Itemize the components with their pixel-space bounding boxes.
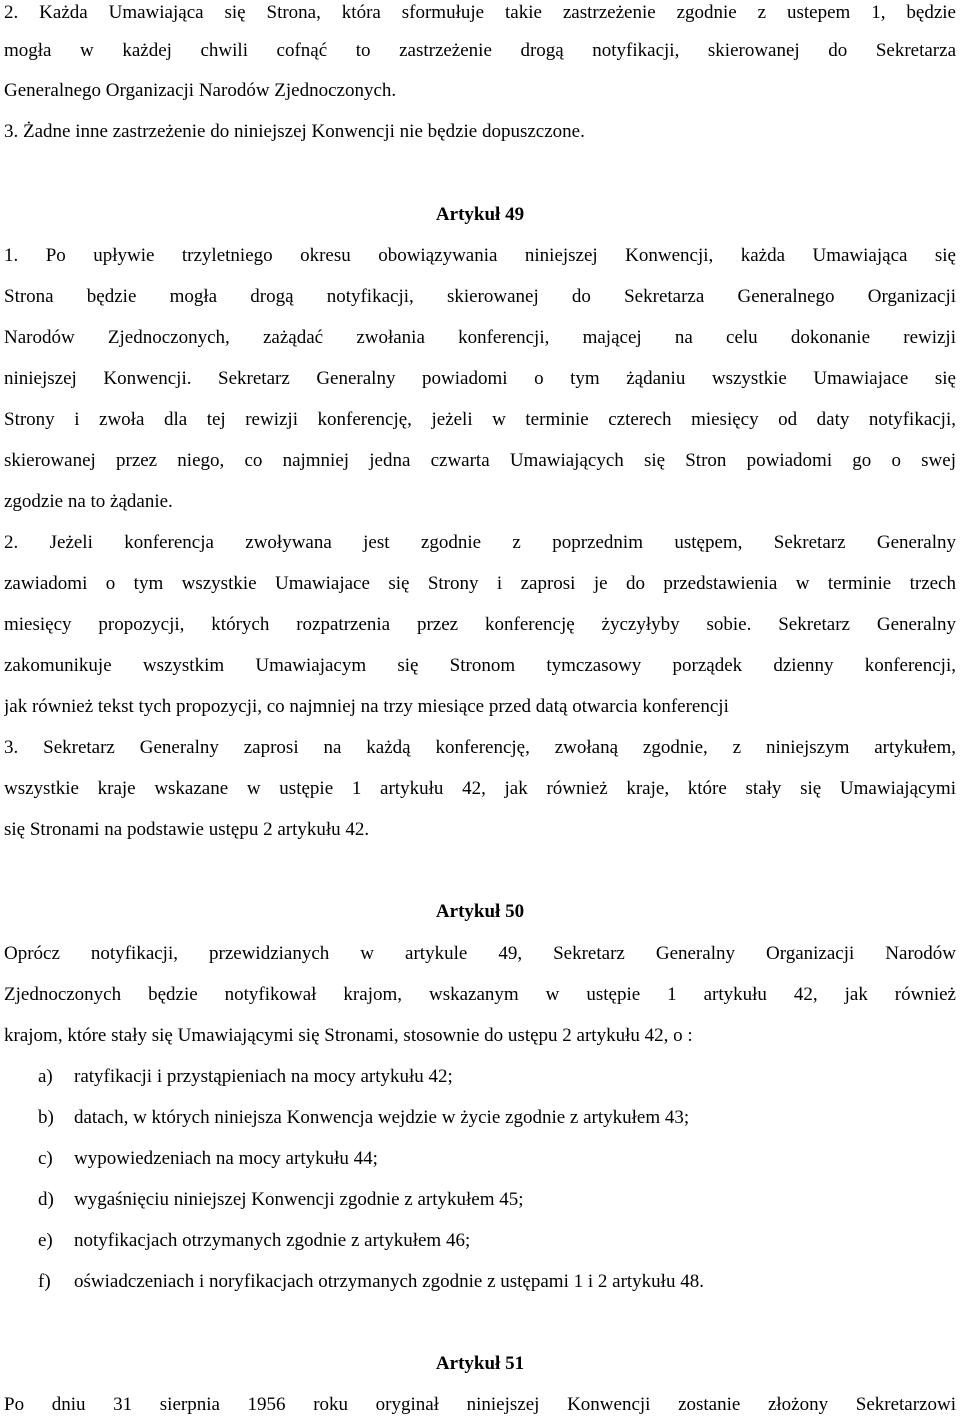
list-item-text: notyfikacjach otrzymanych zgodnie z artykułem 46;: [74, 1230, 471, 1251]
article-50-line: Zjednoczonych będzie notyfikował krajom, wskazanym w ustępie 1 artykułu 42, jak również: [4, 984, 956, 1005]
article-49-heading: Artykuł 49: [435, 204, 525, 225]
paragraph-line: 3. Żadne inne zastrzeżenie do niniejszej Konwencji nie będzie dopuszczone.: [4, 121, 585, 142]
list-item: [38, 1105, 956, 1131]
list-item: [38, 1064, 956, 1090]
list-item: [38, 1187, 956, 1213]
article-49-line: jak również tekst tych propozycji, co najmniej na trzy miesiące przed datą otwarcia konferencji: [4, 696, 729, 717]
article-49-line: miesięcy propozycji, których rozpatrzenia przez konferencję życzyłyby sobie. Sekretarz Generalny: [4, 614, 956, 635]
list-item-label: c): [38, 1148, 53, 1169]
article-49-line: 1. Po upływie trzyletniego okresu obowiązywania niniejszej Konwencji, każda Umawiająca się: [4, 245, 956, 266]
list-item-text: oświadczeniach i noryfikacjach otrzymanych zgodnie z ustępami 1 i 2 artykułu 48.: [74, 1271, 704, 1292]
list-item-text: wypowiedzeniach na mocy artykułu 44;: [74, 1148, 378, 1169]
paragraph-line: Generalnego Organizacji Narodów Zjednoczonych.: [4, 80, 397, 101]
article-49-line: 2. Jeżeli konferencja zwoływana jest zgodnie z poprzednim ustępem, Sekretarz Generalny: [4, 532, 956, 553]
list-item: [38, 1269, 956, 1295]
article-49-line: się Stronami na podstawie ustępu 2 artykułu 42.: [4, 819, 370, 840]
list-item-label: e): [38, 1230, 53, 1251]
article-49-line: wszystkie kraje wskazane w ustępie 1 artykułu 42, jak również kraje, które stały się Umawiającymi: [4, 778, 956, 799]
article-49-line: Narodów Zjednoczonych, zażądać zwołania konferencji, mającej na celu dokonanie rewizji: [4, 327, 956, 348]
article-49-line: Strony i zwoła dla tej rewizji konferencję, jeżeli w terminie czterech miesięcy od daty notyfikacji,: [4, 409, 956, 430]
article-49-line: Strona będzie mogła drogą notyfikacji, skierowanej do Sekretarza Generalnego Organizacji: [4, 286, 956, 307]
article-49-line: 3. Sekretarz Generalny zaprosi na każdą konferencję, zwołaną zgodnie, z niniejszym artykułem,: [4, 737, 956, 758]
article-49-line: zawiadomi o tym wszystkie Umawiajace się Strony i zaprosi je do przedstawienia w terminie trzech: [4, 573, 956, 594]
list-item-label: b): [38, 1107, 54, 1128]
article-49-line: zgodzie na to żądanie.: [4, 491, 173, 512]
paragraph-line: 2. Każda Umawiająca się Strona, która sformułuje takie zastrzeżenie zgodnie z ustepem 1, będzie: [4, 2, 956, 23]
article-51-heading: Artykuł 51: [435, 1353, 525, 1374]
list-item-label: a): [38, 1066, 53, 1087]
article-50-line: krajom, które stały się Umawiającymi się Stronami, stosownie do ustępu 2 artykułu 42, o :: [4, 1025, 693, 1046]
list-item-label: d): [38, 1189, 54, 1210]
list-item-text: wygaśnięciu niniejszej Konwencji zgodnie z artykułem 45;: [74, 1189, 524, 1210]
list-item-text: datach, w których niniejsza Konwencja wejdzie w życie zgodnie z artykułem 43;: [74, 1107, 690, 1128]
list-item: [38, 1228, 956, 1254]
list-item-text: ratyfikacji i przystąpieniach na mocy artykułu 42;: [74, 1066, 453, 1087]
article-49-line: zakomunikuje wszystkim Umawiajacym się Stronom tymczasowy porządek dzienny konferencji,: [4, 655, 956, 676]
article-49-line: skierowanej przez niego, co najmniej jedna czwarta Umawiających się Stron powiadomi go o swej: [4, 450, 956, 471]
paragraph-line: mogła w każdej chwili cofnąć to zastrzeżenie drogą notyfikacji, skierowanej do Sekretarza: [4, 40, 956, 61]
article-50-line: Oprócz notyfikacji, przewidzianych w artykule 49, Sekretarz Generalny Organizacji Narodów: [4, 943, 956, 964]
article-51-line: Po dniu 31 sierpnia 1956 roku oryginał niniejszej Konwencji zostanie złożony Sekretarzowi: [4, 1394, 956, 1415]
list-item-label: f): [38, 1271, 51, 1292]
article-49-line: niniejszej Konwencji. Sekretarz Generalny powiadomi o tym żądaniu wszystkie Umawiajace się: [4, 368, 956, 389]
article-50-heading: Artykuł 50: [435, 901, 525, 922]
list-item: [38, 1146, 956, 1172]
